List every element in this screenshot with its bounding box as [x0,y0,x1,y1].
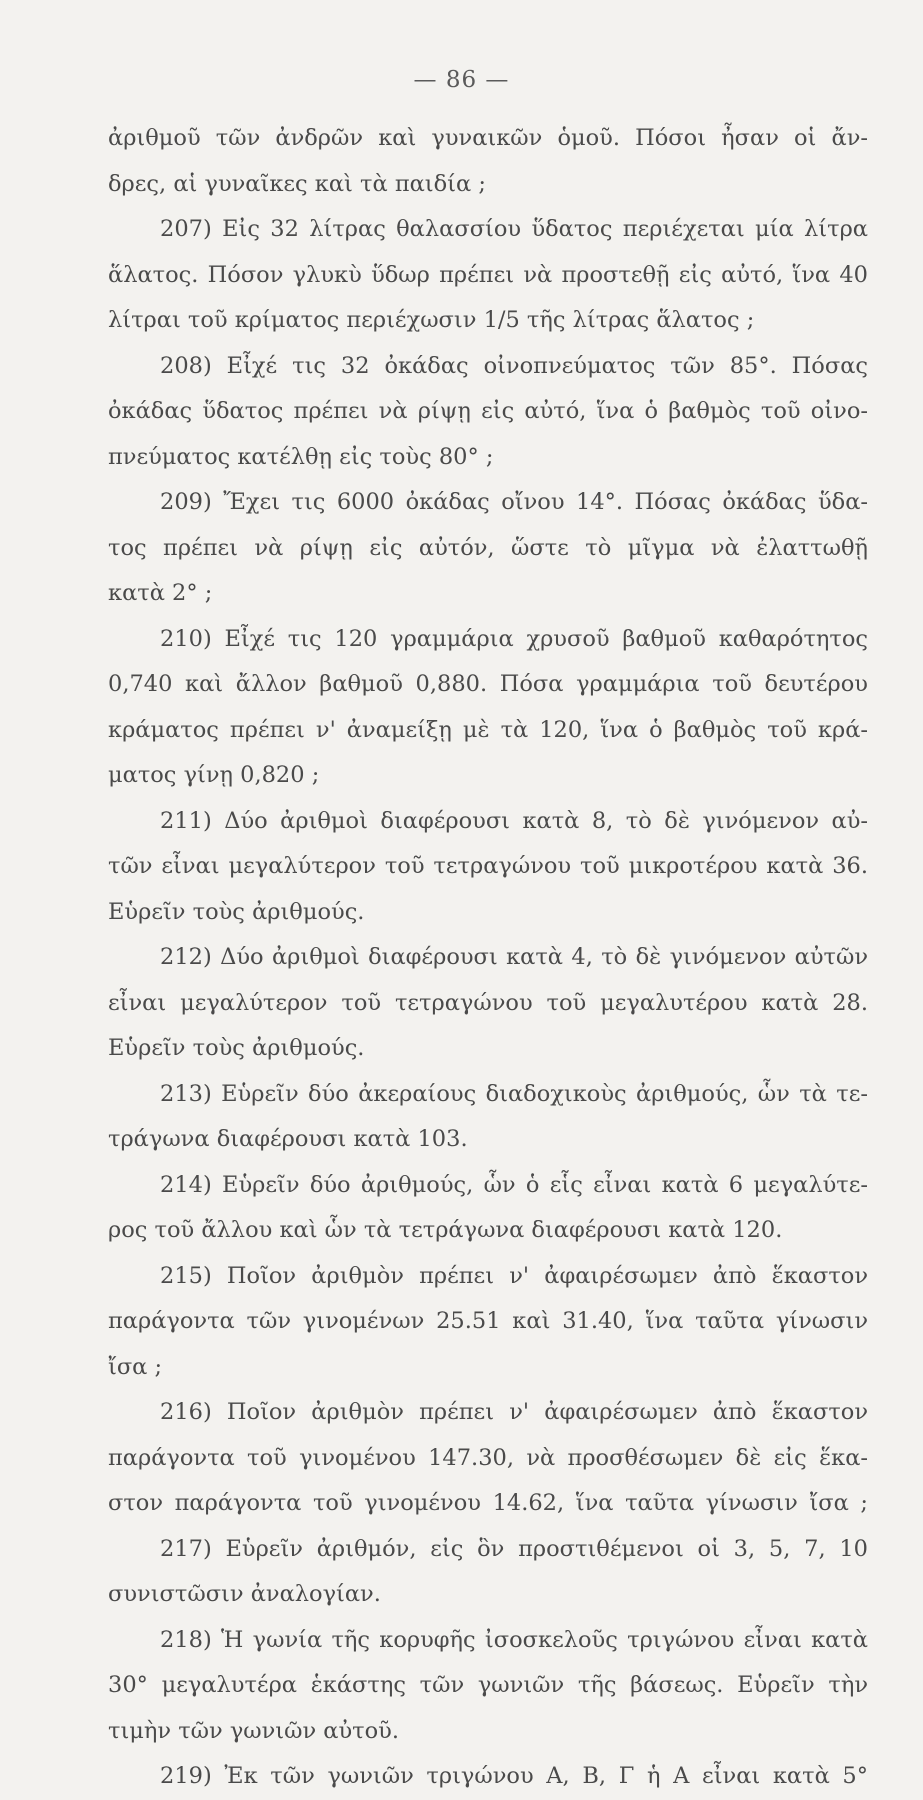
text-line: 30° μεγαλυτέρα ἑκάστης τῶν γωνιῶν τῆς βάσεως. Εὑρεῖν τὴν [108,1672,868,1698]
text-line: συνιστῶσιν ἀναλογίαν. [108,1581,381,1607]
text-line: στον παράγοντα τοῦ γινομένου 14.62, ἵνα ταῦτα γίνωσιν ἴσα ; [108,1490,868,1516]
text-line: Εὑρεῖν τοὺς ἀριθμούς. [108,898,365,925]
text-line: κράματος πρέπει ν' ἀναμείξῃ μὲ τὰ 120, ἵνα ὁ βαθμὸς τοῦ κρά- [108,716,868,743]
text-line: 207) Εἰς 32 λίτρας θαλασσίου ὕδατος περιέχεται μία λίτρα [160,216,868,242]
text-line: 211) Δύο ἀριθμοὶ διαφέρουσι κατὰ 8, τὸ δὲ γινόμενον αὐ- [160,807,868,834]
text-line: παράγοντα τῶν γινομένων 25.51 καὶ 31.40, ἵνα ταῦτα γίνωσιν [108,1308,868,1334]
text-line: 214) Εὑρεῖν δύο ἀριθμούς, ὧν ὁ εἷς εἶναι κατὰ 6 μεγαλύτε- [160,1171,868,1198]
text-line: ματος γίνῃ 0,820 ; [108,762,320,788]
text-line: παράγοντα τοῦ γινομένου 147.30, νὰ προσθέσωμεν δὲ εἰς ἕκα- [108,1444,868,1471]
text-line: λίτραι τοῦ κρίματος περιέχωσιν 1/5 τῆς λίτρας ἅλατος ; [108,307,755,333]
text-line: 212) Δύο ἀριθμοὶ διαφέρουσι κατὰ 4, τὸ δὲ γινόμενον αὐτῶν [160,944,868,970]
text-line: 219) Ἐκ τῶν γωνιῶν τριγώνου Α, Β, Γ ἡ Α εἶναι κατὰ 5° [160,1763,868,1789]
text-line: 210) Εἶχέ τις 120 γραμμάρια χρυσοῦ βαθμοῦ καθαρότητος [160,625,868,652]
text-line: δρες, αἱ γυναῖκες καὶ τὰ παιδία ; [108,170,486,197]
text-line: 216) Ποῖον ἀριθμὸν πρέπει ν' ἀφαιρέσωμεν ἀπὸ ἕκαστον [160,1399,868,1425]
text-line: 208) Εἶχέ τις 32 ὀκάδας οἰνοπνεύματος τῶν 85°. Πόσας [160,352,868,379]
text-line: τῶν εἶναι μεγαλύτερον τοῦ τετραγώνου τοῦ μικροτέρου κατὰ 36. [108,853,868,879]
page-number: — 86 — [413,67,510,93]
text-line: ὀκάδας ὕδατος πρέπει νὰ ρίψῃ εἰς αὐτό, ἵνα ὁ βαθμὸς τοῦ οἰνο- [108,398,868,424]
text-line: 209) Ἔχει τις 6000 ὀκάδας οἴνου 14°. Πόσας ὀκάδας ὕδα- [160,489,868,515]
text-line: 0,740 καὶ ἄλλον βαθμοῦ 0,880. Πόσα γραμμάρια τοῦ δευτέρου [108,671,868,697]
text-line: τος πρέπει νὰ ρίψῃ εἰς αὐτόν, ὥστε τὸ μῖγμα νὰ ἐλαττωθῇ [108,534,868,561]
text-line: ἀριθμοῦ τῶν ἀνδρῶν καὶ γυναικῶν ὁμοῦ. Πόσοι ἦσαν οἱ ἄν- [108,125,868,151]
text-line: κατὰ 2° ; [108,580,213,606]
text-line: ἅλατος. Πόσον γλυκὺ ὕδωρ πρέπει νὰ προστεθῇ εἰς αὐτό, ἵνα 40 [108,261,868,288]
text-line: 217) Εὑρεῖν ἀριθμόν, εἰς ὃν προστιθέμενοι οἱ 3, 5, 7, 10 [160,1535,868,1562]
text-line: 218) Ἡ γωνία τῆς κορυφῆς ἰσοσκελοῦς τριγώνου εἶναι κατὰ [160,1626,868,1653]
text-line: εἶναι μεγαλύτερον τοῦ τετραγώνου τοῦ μεγαλυτέρου κατὰ 28. [108,989,868,1016]
text-line: τράγωνα διαφέρουσι κατὰ 103. [108,1126,468,1152]
text-line: 213) Εὑρεῖν δύο ἀκεραίους διαδοχικοὺς ἀριθμούς, ὧν τὰ τε- [160,1080,868,1107]
text-line: ρος τοῦ ἄλλου καὶ ὧν τὰ τετράγωνα διαφέρουσι κατὰ 120. [108,1217,783,1243]
body-text [108,116,868,1800]
text-line: τιμὴν τῶν γωνιῶν αὐτοῦ. [108,1717,399,1744]
text-line: Εὑρεῖν τοὺς ἀριθμούς. [108,1035,365,1061]
text-line: ἴσα ; [108,1353,163,1380]
text-line: πνεύματος κατέλθῃ εἰς τοὺς 80° ; [108,443,494,470]
text-line: 215) Ποῖον ἀριθμὸν πρέπει ν' ἀφαιρέσωμεν ἀπὸ ἕκαστον [160,1262,868,1289]
